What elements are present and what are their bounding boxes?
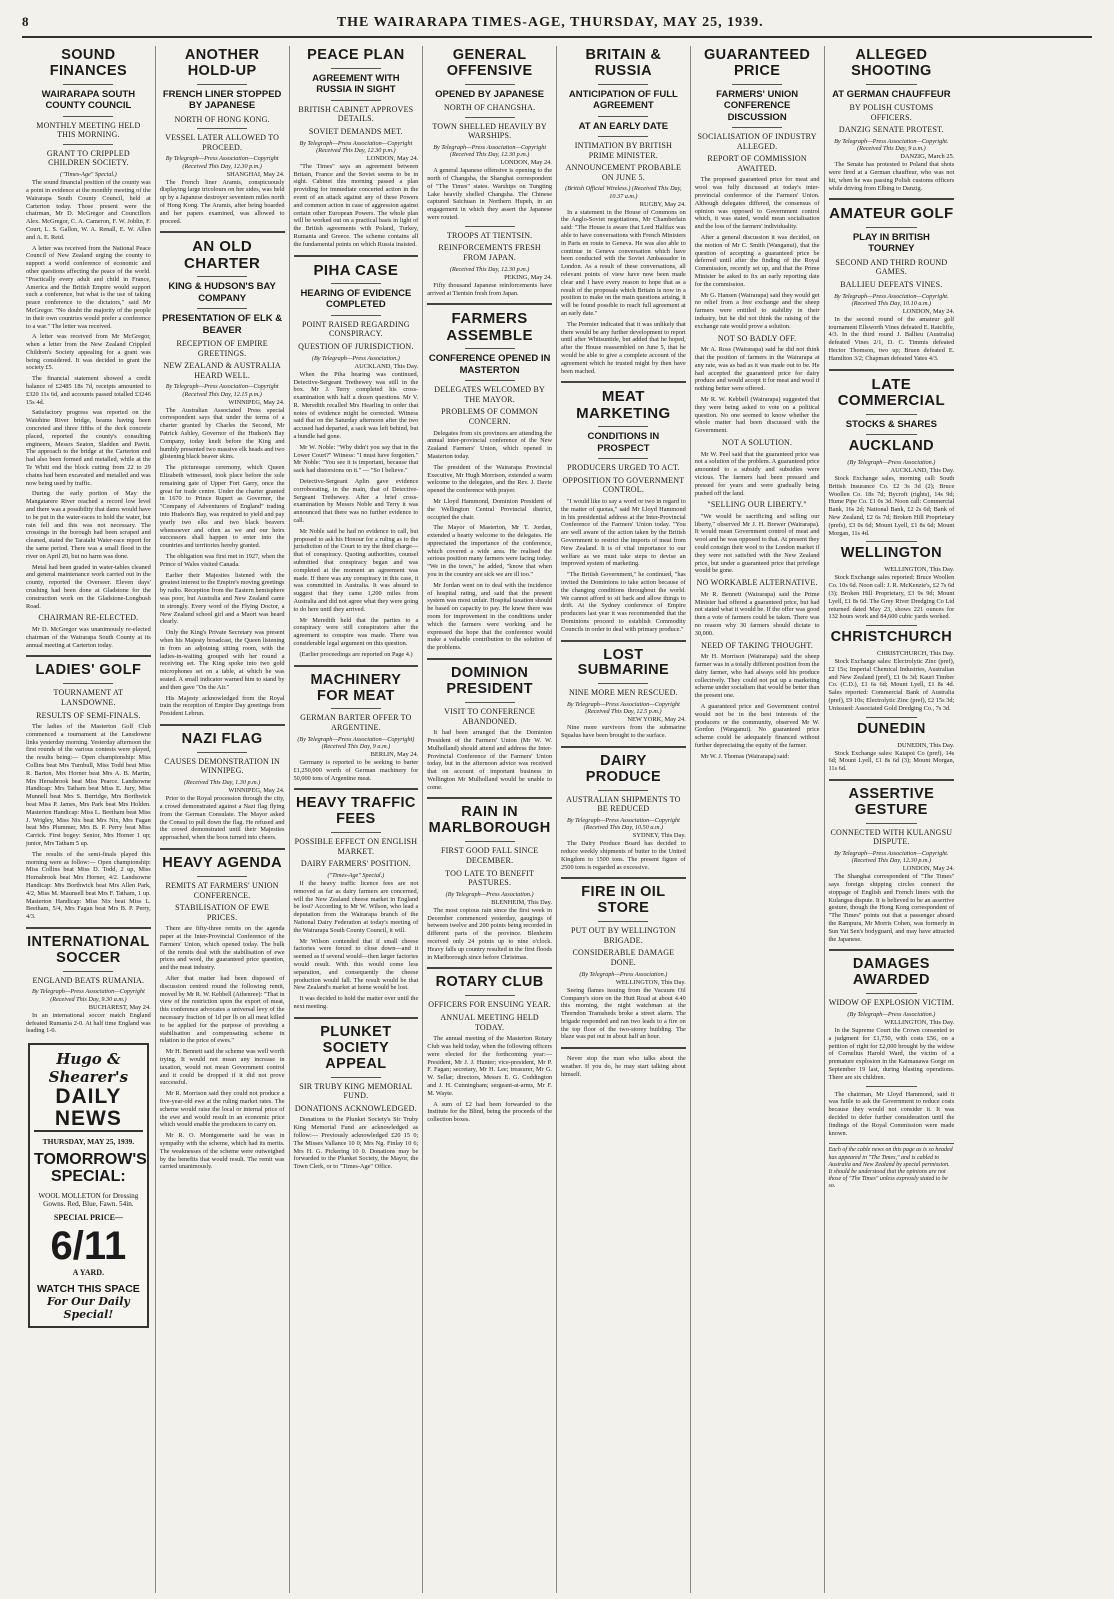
article-text: A letter was received from Mr McGregor, when a letter from the New Zealand Crippled Children's Society appealing for a grant was being considered. It was decided to grant the society £5.	[26, 333, 151, 372]
headline-dunedin: DUNEDIN	[856, 720, 926, 737]
deck: CONDITIONS IN PROSPECT	[587, 431, 660, 454]
subdeck: TOO LATE TO BENEFIT PASTURES.	[445, 868, 535, 888]
dateline: LONDON, May 24.	[366, 154, 419, 162]
article-text: In an international soccer match England defeated Rumania 2-0. At half time England was leading 1-0.	[26, 1011, 151, 1035]
headline-alleged-shooting: ALLEGED SHOOTING	[851, 47, 932, 79]
headline-wellington: WELLINGTON	[840, 545, 942, 562]
masthead	[22, 14, 1092, 38]
subdeck: NINE MORE MEN RESCUED.	[568, 688, 678, 698]
subdeck: MONTHLY MEETING HELD THIS MORNING.	[36, 120, 141, 140]
article-text: Mr Wilson contended that if small cheese factories were forced to close down—and it seemed as if several would—then larger factories would result. With this would come less separation, and consequently the cheese production would fall. The result would be that New Zealand's market at home would be lost.	[293, 937, 419, 992]
headline-dominion-president: DOMINION PRESIDENT	[446, 665, 533, 697]
subdeck: DONATIONS ACKNOWLEDGED.	[294, 1103, 417, 1113]
headline-sound-finances: SOUND FINANCES	[49, 47, 128, 79]
subdeck: POSSIBLE EFFECT ON ENGLISH MARKET.	[294, 837, 418, 856]
credit-line: (By Telegraph—Press Association.)	[579, 970, 668, 978]
deck: KING & HUDSON'S BAY COMPANY	[168, 281, 276, 304]
article-text: The proposed guaranteed price for meat and wool was fully discussed at today's inter-provincial conference of the Farmers' Union. Although delegates differed, the consensus of opinion was opposed to Government control which, it was stated, would mean socialisation and the loss of the farmers' individuality.	[694, 176, 820, 231]
article-text: Germany is reported to be seeking to barter £1,250,000 worth of German machinery for 50,000 tons of Argentine meat.	[293, 758, 419, 782]
article-text: After that matter had been disposed of discussion centred round the following remit, moved by Mr R. W. Kebbell (Athenree): "That in view of the restriction upon the export of meat, this conference advocates a universal levy of the necessary fraction of 1d per lb on all meat killed to be applied for the purpose of providing a stabilisation and compensating scheme in relation to the price of ewes."	[159, 975, 285, 1045]
article-text: His Majesty acknowledged from the Royal train the reception of Empire Day greetings from President Lebrun.	[159, 694, 285, 718]
article-text: Earlier their Majesties listened with the greatest interest to the Empire's moving greetings by radio. Reception from the Eastern hemisphere was poor, but Australia and New Zealand came in strongly. Every word of the Flying Doctor, a New Zealand school girl and a Maori was heard clearly.	[159, 571, 285, 626]
subdeck: OFFICERS FOR ENSUING YEAR.	[428, 1000, 551, 1010]
credit-line: By Telegraph—Press Association—Copyright (Received This Day, 12.5 p.m.)	[566, 700, 680, 716]
ad-special-price-label: SPECIAL PRICE—	[53, 1213, 123, 1223]
credit-line: (By Telegraph—Press Association.)	[847, 458, 936, 466]
ad-unit: A YARD.	[72, 1268, 105, 1278]
credit-line: (Received This Day, 12.30 p.m.)	[449, 265, 530, 273]
credit-line: By Telegraph—Press Association—Copyright (Received This Day, 9.30 a.m.)	[31, 988, 145, 1003]
headline-fire-in-oil-store: FIRE IN OIL STORE	[581, 884, 666, 917]
cable-news-note: Each of the cable news on this page as is so headed has appeared in "The Times," and is cabled to Australia and New Zealand by special permission. It should be understood that the opinions are not those of "The Times" unless expressly stated to be so.	[829, 1143, 955, 1190]
dateline: PEKING, May 24.	[504, 273, 552, 281]
subheading: NO WORKABLE ALTERNATIVE.	[696, 578, 818, 588]
subheading: NOT A SOLUTION.	[722, 437, 793, 447]
headline-heavy-traffic-fees: HEAVY TRAFFIC FEES	[295, 795, 416, 828]
subdeck: DANZIG SENATE PROTEST.	[838, 125, 944, 135]
deck: CONFERENCE OPENED IN MASTERTON	[428, 353, 551, 376]
subdeck: NORTH OF CHANGSHA.	[443, 103, 536, 113]
dateline: DUNEDIN, This Day.	[897, 741, 955, 749]
deck: OPENED BY JAPANESE	[435, 88, 545, 100]
article-text: Metal had been graded in water-tables cleaned and general maintenance work carried out in the county, reported the Overseer. Eleven days' crushing had been done at Gladstone for the construction work on the Gladstone-Longbush Road.	[26, 563, 151, 610]
subdeck: BALLIEU DEFEATS VINES.	[840, 279, 943, 289]
subheading: NEED OF TAKING THOUGHT.	[701, 640, 814, 650]
dateline: CHRISTCHURCH, This Day.	[877, 650, 955, 658]
article-text: The most copious rain since the first week in December commenced yesterday, gaugings of between twelve and 200 points being recorded in different parts of the province. Blenheim received only 24 points up to nine o'clock. Heavy falls up country resulted in the first floods in Marlborough since before Christmas.	[427, 906, 552, 961]
article-text: Mr W. Peel said that the guaranteed price was not a solution of the problem. A guaranteed price amounted to a subsidy and subsidies were vicious. The farmers had been pressed and pressed for years and were gradually being pushed off the land.	[694, 450, 820, 497]
headline-rain-in-marlborough: RAIN IN MARLBOROUGH	[428, 804, 551, 837]
headline-nazi-flag: NAZI FLAG	[181, 730, 263, 747]
dateline: SHANGHAI, May 24.	[226, 170, 285, 178]
column-1	[22, 46, 156, 1593]
headline-international-soccer: INTERNATIONAL SOCCER	[27, 934, 150, 966]
subdeck: PUT OUT BY WELLINGTON BRIGADE.	[570, 926, 676, 945]
article-text: A sum of £2 had been forwarded to the Institute for the Blind, being the proceeds of the collection boxes.	[427, 1100, 552, 1124]
article-text: Only the King's Private Secretary was present when his Majesty broadcast, the Queen listening in from an adjoining sitting room, with the ladies-in-waiting grouped with her round a receiving set. The King spoke into two gold microphones set on a table, at which he was seated. A small indicator warned him to stand by and then gave "On the Air."	[159, 629, 285, 691]
deck: FARMERS' UNION CONFERENCE DISCUSSION	[716, 88, 799, 123]
ad-tomorrow: TOMORROW'S SPECIAL:	[34, 1151, 147, 1186]
dateline: WELLINGTON, This Day.	[615, 978, 686, 986]
article-text: Mr R. Morrison said they could not produce a five-year-old ewe at the ruling market rates. The scheme would raise the local or internal price of the ewe and would result in an economic price which would enable the producers to carry on.	[159, 1090, 285, 1129]
ad-date: THURSDAY, MAY 25, 1939.	[42, 1137, 135, 1147]
subdeck: NEW ZEALAND & AUSTRALIA HEARD WELL.	[163, 361, 281, 380]
article-text: The Mayor of Masterton, Mr T. Jordan, extended a hearty welcome to the delegates. He appreciated the importance of the conference, which covered a wide area. He realised the serious position many farmers were facing today. "We in the town," he added, "know that when you in the country are sick we are ill too."	[427, 524, 552, 579]
dateline: WELLINGTON, This Day.	[884, 1019, 955, 1027]
subdeck: PROBLEMS OF COMMON CONCERN.	[441, 407, 539, 426]
credit-line: ("Times-Age" Special.)	[327, 871, 385, 879]
headline-peace-plan: PEACE PLAN	[307, 47, 405, 63]
dateline: WINNIPEG, May 24.	[228, 787, 285, 795]
article-text: "We would be sacrificing and selling our liberty," observed Mr J. H. Brewer (Wairarapa). It would mean Government control of meat and wool and he was opposed to that. At present they could consign their wool to the London market if they were not satisfied with the New Zealand price, but under a guaranteed price that privilege would be gone.	[694, 512, 820, 575]
article-text: When the Piha hearing was continued, Detective-Sergeant Trethewey was still in the box. Mr J. Terry completed his cross-examination with half a dozen questions. Mr V. R. Meredith recalled Mrs Hearling in order that notes of evidence might be corrected. Witness said that on the Saturday afternoon after the two accused had departed, a sack was left behind, but a bundle had gone.	[293, 370, 419, 441]
article-text: Mr R. W. Kebbell (Wairarapa) suggested that they were being asked to vote on a political question. No one seemed to know whether the whole matter had been discussed with the Government.	[694, 395, 820, 435]
article-text: It was decided to hold the matter over until the next meeting.	[293, 995, 419, 1011]
ad-special-line: For Our Daily Special!	[46, 1295, 130, 1322]
advertisement-daily-news	[28, 1043, 149, 1328]
headline-dairy-produce: DAIRY PRODUCE	[585, 752, 662, 785]
article-text: It had been arranged that the Dominion President of the Farmers' Union (Mr W. W. Mulholland) should attend and address the Inter-Provincial Conference of the Farmers' Union today, but in the afternoon advice was received that on account of important business in Wellington Mr Mulholland would be unable to come.	[427, 729, 552, 791]
newspaper-title: THE WAIRARAPA TIMES-AGE, THURSDAY, MAY 25, 1939.	[336, 15, 764, 30]
deck: AT GERMAN CHAUFFEUR	[832, 88, 951, 100]
credit-line: (By Telegraph—Press Association.)	[311, 354, 400, 362]
article-text: Stock Exchange sales reported: Bruce Woollen Co. 10s 6d. Noon call: J. R. McKenzie's, £2 7s 6d (3); Broken Hill Proprietary, £3 9s 9d; Mount Lyell, £1 8s 6d. The Grey River Dredging Co Ltd returned dated May 23, shows 221 ounces for 132 hours work and 84,600 cubic yards worked.	[828, 574, 955, 621]
article-text: Stock Exchange sales: Electrolytic Zinc (pref), £2 15s; Imperial Chemical Industries, Australian and New Zealand (pref), £1 0s 3d; Kauri Timber Co. (C.D.), £1 6s 6d; Mount Lyell, £1 8s 4d. Sales reported: Commercial Bank of Australia (pref), £9 10s; Electrolytic Zinc (pref), £2 15s 3d; Unissued: Associated Gold Dredging Co., 7s 3d.	[828, 658, 955, 712]
subdeck: ANNOUNCEMENT PROBABLE ON JUNE 5.	[565, 163, 682, 182]
subdeck: REINFORCEMENTS FRESH FROM JAPAN.	[438, 243, 541, 263]
dateline: BERLIN, May 24.	[370, 750, 419, 758]
credit-line: By Telegraph—Press Association—Copyright (Received This Day, 12.30 p.m.)	[299, 139, 413, 154]
subdeck: RESULTS OF SEMI-FINALS.	[36, 710, 141, 720]
subdeck: SIR TRUBY KING MEMORIAL FUND.	[299, 1081, 413, 1101]
article-text: The president of the Wairarapa Provincial Executive, Mr Hugh Morrison, extended a warm welcome to the delegates, and the Rev. J. Davie opened the conference with prayer.	[427, 463, 552, 495]
subdeck: DELEGATES WELCOMED BY THE MAYOR.	[434, 385, 545, 404]
headline-guaranteed-price: GUARANTEED PRICE	[703, 47, 811, 79]
headline-heavy-agenda: HEAVY AGENDA	[162, 854, 282, 871]
article-text: During the early portion of May the Mangatarere River reached a record low level and there was a possibility that dams would have to be put in the water-races to hold the water, but rain fell and this was not necessary. The crossings in the borough had been scraped and cleaned, stated the Taratahi Water-race report for the same period. There was a small flood in the river on April 20, but no harm was done.	[26, 490, 151, 560]
article-text: "The Times" says an agreement between Britain, France and the Soviet seems to be in sight. Cabinet this morning passed a plan providing for immediate concerted action in the event of an attack against any of these Powers and common action in case of aggression against certain other European Powers. The whole plan will be worked out on a practical basis in light of the British agreements with Poland, Turkey, Rumania and Greece. The scheme contains all the fundamental points on which Russia insisted.	[293, 162, 419, 248]
article-text: The financial statement showed a credit balance of £2485 18s 7d, receipts amounted to £320 11s 6d, and accounts passed totalled £3246 15s 4d.	[26, 375, 151, 406]
article-text: The sound financial position of the county was a point in evidence at the monthly meeting of the Wairarapa South County Council, held at Carterton today. Those present were the chairman, Mr D. McGregor and Councillors Alex. McGregor, C. A. Cameron, F. W. Joblin, F. Court, L. S. Gallon, W. A. Renall, E. W. Allen and A. E. Reid.	[26, 179, 151, 241]
subdeck: TOURNAMENT AT LANSDOWNE.	[53, 688, 124, 707]
subheading: "SELLING OUR LIBERTY."	[707, 500, 807, 510]
subdeck: REPORT OF COMMISSION AWAITED.	[707, 154, 807, 173]
article-text: In a statement in the House of Commons on the Anglo-Soviet negotiations, Mr Chamberlain said: "The House is aware that Lord Halifax was able to have conversations with French Ministers in Paris en route to Geneva. He was also able to continue in Geneva conversation which have been conducted with the Soviet Ambassador in London. As a result of these conversations, all relevant points of view have now been made clear and I have every reason to hope that as a result of the proposals which Britain is now in a position to make on the main questions arising, it will be found possible to reach full agreement at an early date."	[561, 208, 686, 318]
credit-line: By Telegraph—Press Association—Copyright (Received This Day, 10.50 a.m.)	[566, 816, 680, 832]
credit-line: By Telegraph—Press Association—Copyright. (Received This Day, 9 a.m.)	[834, 138, 949, 153]
article-text: Mr W. Noble: "Why didn't you say that in the Lower Court?" Witness: "I must have forgotten." Mr Noble: "You see it is important, because that sack had distorsions on it." — "So I believe."	[293, 443, 419, 475]
subdeck: AUSTRALIAN SHIPMENTS TO BE REDUCED	[566, 794, 681, 814]
article-text: Stock Exchange sales, morning call: South British Insurance Co. £2 3s 3d (2); Bruce Woollen Co. 18s 7d; Bycroft (rights), 14s 9d; Hume Pipe Co. £1 0s 3d. Noon call: Commercial Bank, 16s 2d; National Bank, £2 2s 6d; Bank of New Zealand, £2 6s 7d; Broken Hill Proprietary (prefs), £3 0s 6d; Mount Lyell, £1 8s 6d; Mount Morgan, 11s 4d.	[828, 475, 955, 537]
deck: AGREEMENT WITH RUSSIA IN SIGHT	[312, 72, 400, 96]
dateline: BLENHEIM, This Day.	[491, 898, 552, 906]
headline-britain-russia: BRITAIN & RUSSIA	[585, 47, 662, 79]
subdeck: ENGLAND BEATS RUMANIA.	[32, 975, 145, 985]
credit-line: By Telegraph—Press Association—Copyright (Received This Day, 12.30 p.m.)	[433, 144, 547, 159]
dateline: AUCKLAND, This Day.	[890, 467, 955, 475]
subdeck: ANNUAL MEETING HELD TODAY.	[440, 1012, 539, 1032]
column-2	[156, 46, 290, 1593]
article-text: Detective-Sergeant Aplin gave evidence corroborating, in the main, that of Detective-Sergeant Trethewey. After a brief cross-examination by Messrs Noble and Terry it was announced that there was no further evidence to call.	[293, 478, 419, 525]
deck: PRESENTATION OF ELK & BEAVER	[162, 313, 283, 336]
dateline: DANZIG, March 25.	[900, 153, 955, 161]
subheading: TROOPS AT TIENTSIN.	[446, 230, 533, 240]
deck: WAIRARAPA SOUTH COUNTY COUNCIL	[41, 88, 136, 112]
headline-christchurch: CHRISTCHURCH	[830, 629, 953, 646]
headline-an-old-charter: AN OLD CHARTER	[184, 238, 261, 272]
headline-machinery-for-meat: MACHINERY FOR MEAT	[310, 671, 402, 704]
article-text: The results of the semi-finals played this morning were as follow:— Open championship: Miss Collins beat Miss D. Todd, 2 up, Miss Hornabrook beat Mrs Horner, 4/2. Landsowne Handicap: Mrs Borthwick beat Mrs Allen Park, 4/2, Miss M. Maunsell beat Mrs F. Tatham, 1 up. Masterton Handicap: Miss Nix beat Miss L. Beetham, 5/4, Mrs Fagan beat Mrs B. P. Perry, 4/3.	[26, 850, 151, 921]
dateline: NEW YORK, May 24.	[627, 716, 686, 724]
dateline: BUCHAREST, May 24.	[88, 1003, 151, 1011]
dateline: LONDON, May 24.	[902, 865, 955, 873]
article-text: Delegates from six provinces are attending the annual inter-provincial conference of the New Zealand Farmers' Union, which opened in Masterton today.	[427, 429, 552, 460]
article-text: The Australian Associated Press special correspondent says that under the terms of a charter granted by Charles the Second, Mr Patrick Ashley, Governor of the Hudson's Bay Company, today knelt before the King and humbly presented two massive elk heads and two glistening black beaver skins.	[159, 406, 285, 461]
subdeck: RECEPTION OF EMPIRE GREETINGS.	[176, 339, 268, 358]
article-text: The Senate has protested to Poland that shots were fired at a German chauffeur, who was not hit, when he was passing Polish customs officers while driving from Elbing to Danzig.	[828, 161, 955, 192]
subdeck: CONSIDERABLE DAMAGE DONE.	[572, 948, 675, 967]
headline-farmers-assemble: FARMERS ASSEMBLE	[446, 310, 533, 344]
headline-another-hold-up: ANOTHER HOLD-UP	[184, 47, 260, 79]
subdeck: CONNECTED WITH KULANGSU DISPUTE.	[830, 827, 953, 847]
subdeck: WIDOW OF EXPLOSION VICTIM.	[828, 998, 955, 1008]
headline-rotary-club: ROTARY CLUB	[435, 974, 544, 991]
column-6	[691, 46, 825, 1593]
dateline: WINNIPEG, May 24.	[228, 398, 285, 406]
dateline: AUCKLAND, This Day.	[354, 362, 419, 370]
deck: HEARING OF EVIDENCE COMPLETED	[300, 288, 412, 311]
article-text: The annual meeting of the Masterton Rotary Club was held today, when the following officers were elected for the forthcoming year:—President, Mr J. J. Hunter; vice-president, Mr P. F. Fagan; secretary, Mr H. Lee; treasurer, Mr G. W. Sellar; directors, Messrs E. G. Coddington and J. H. Cunningham; sergeant-at-arms, Mr F. M. Wayte.	[427, 1035, 552, 1097]
article-text: If the heavy traffic licence fees are not removed as far as dairy farmers are concerned, will the New Zealand cheese market in England be lost? According to Mr W. Wilson, who lead a deputation from the Wairarapa branch of the National Dairy Federation at today's meeting of the Wairarapa South County Council, it will.	[293, 880, 419, 934]
ad-item: WOOL MOLLETON for Dressing Gowns. Red, Blue, Fawn. 54in.	[38, 1191, 139, 1209]
article-text: Mr W. J. Thomas (Wairarapa) said:	[700, 752, 790, 760]
subdeck: BY POLISH CUSTOMS OFFICERS.	[849, 103, 934, 122]
credit-line: (British Official Wireless.) (Received This Day, 10.37 a.m.)	[565, 185, 682, 200]
credit-line: ("Times-Age" Special.)	[60, 171, 117, 179]
article-text: Donations to the Plunket Society's Sir Truby King Memorial Fund are acknowledged as follow:— Previously acknowledged £20 15 0; The Misses Vallance 10 0; Mrs Ng. Finlay 10 6; Mrs H. G. Pickering 10 0. Donations may be forwarded to the Plunket Society, the Mayor, the Town Clerk, or to "Times-Age" Office.	[293, 1116, 419, 1171]
credit-line: By Telegraph—Press Association—Copyright (Received This Day, 12.15 p.m.)	[165, 383, 279, 398]
article-text: Prior to the Royal procession through the city, a crowd demonstrated against a Nazi flag flying from the German Consulate. The Mayor asked the Consul to pull down the flag. He refused and the crowd demonstrated until their Majesties approached, when the boos turned into cheers.	[159, 795, 285, 842]
article-text: The French liner Aramis, conspicuously displaying large tricolours on her sides, was held up by a Japanese destroyer seventeen miles north of Hong Kong. The Aramis, after being boarded and her papers examined, was allowed to proceed.	[159, 178, 285, 225]
subdeck: TOWN SHELLED HEAVILY BY WARSHIPS.	[432, 121, 547, 141]
article-text: The Dairy Produce Board has decided to reduce weekly shipments of butter to the United Kingdom to 1500 tons. The present figure of 2500 tons is regarded as excessive.	[561, 840, 686, 871]
credit-line: (Received This Day, 1.30 p.m.)	[183, 779, 261, 787]
dateline: SYDNEY, This Day.	[632, 832, 686, 840]
article-text: Mr Jordan went on to deal with the incidence of hospital rating, and said that the present system was most unfair. Hospital taxation should be based on capacity to pay. He knew there was room for improvement in the conditions under which the farmers were working and he expressed the hope that the conference would make a valuable contribution to the solution of the problems.	[427, 581, 552, 652]
subdeck: BRITISH CABINET APPROVES DETAILS.	[298, 104, 414, 124]
subdeck: SECOND AND THIRD ROUND GAMES.	[835, 257, 948, 277]
headline-meat-marketing: MEAT MARKETING	[576, 388, 671, 422]
deck: AT AN EARLY DATE	[578, 120, 669, 132]
article-text: Mr Meredith held that the parties to a conspiracy were still conspirators after the agreement to conspire was made. There was considerable legal argument on this question.	[293, 616, 419, 647]
article-text: A general Japanese offensive is opening to the north of Changsha, the Shanghai correspondent of "The Times" states. Warships on Tungting Lake heavily shelled Changsha. The Chinese captured Saichuan in Northern Hupeh, in an engagement in which they assert the Japanese were routed.	[427, 167, 552, 222]
credit-line: By Telegraph—Press Association—Copyright. (Received This Day, 12.30 p.m.)	[834, 850, 949, 865]
headline-piha-case: PIHA CASE	[313, 261, 399, 279]
article-text: "The British Government," he continued, "has invited the Dominions to take action because of the changing conditions throughout the world. We cannot afford to sit back and allow things to drift. At the Sydney conference of Empire producers last year it was recommended that the Dominions proceed to establish Commodity Councils in order to deal with primary produce."	[561, 571, 686, 633]
subdeck: VESSEL LATER ALLOWED TO PROCEED.	[165, 133, 280, 152]
headline-auckland: AUCKLAND	[848, 437, 935, 454]
article-text: The Shanghai correspondent of "The Times" says foreign shipping circles connect the stoppage of English and French liners with the Kulangsu dispute. It is believed to be an assertive gesture, though the Hong Kong correspondent of "The Times" points out that a passenger aboard the Rampura, Mr Morris Cohen, was formerly in Sun Yat Sen's bodyguard, and may have attracted the Japanese.	[828, 873, 955, 943]
subdeck: REMITS AT FARMERS' UNION CONFERENCE.	[165, 880, 279, 900]
article-text: There are fifty-three remits on the agenda paper at the Inter-Provincial Conference of the Farmers' Union, which opened today. The bulk of the remits deal with the stabilisation of ewe prices and wool, the guaranteed price question, and the meat industry.	[159, 925, 285, 972]
column-4	[423, 46, 557, 1593]
headline-plunket-society-appeal: PLUNKET SOCIETY APPEAL	[320, 1023, 392, 1072]
subdeck: INTIMATION BY BRITISH PRIME MINISTER.	[574, 141, 672, 160]
ad-price: 6/11	[50, 1224, 127, 1269]
headline-lost-submarine: LOST SUBMARINE	[577, 646, 670, 679]
subheading: CHAIRMAN RE-ELECTED.	[38, 613, 139, 623]
deck: PLAY IN BRITISH TOURNEY	[852, 231, 930, 255]
article-text: Mr Noble said he had no evidence to call, but proposed to ask his Honour for a ruling as to the jurisdiction of the Court to try the third charge—that of conspiracy. Quoting authorities, counsel submitted that conspiracy began and was completed at the moment an agreement was made. If there was any conspiracy in this case, it was committed in Australia. It was absurd to suggest that they came 1,200 miles from Australia and did not agree what they were going to do here until they arrived.	[293, 527, 419, 613]
article-text: Fifty thousand Japanese reinforcements have arrived at Tientsin fresh from Japan.	[427, 281, 552, 297]
article-text: In the second round of the amateur golf tournament Ellsworth Vines defeated E. Ratcliffe, 4/3. In the third round J. Ballieu (Australia) defeated Vines 2/1, D. C. Timmis defeated Hector Thomson, two up; Bruen defeated E. Hamilton 3/2; Chapman defeated Yates 4/3.	[828, 315, 955, 362]
article-text: Mr R. O. Montgomerie said he was in sympathy with the scheme, which had its merits. The weaknesses of the scheme were outweighed by the benefits that would result. The remit was carried unanimously.	[159, 1132, 285, 1171]
article-text: Mr H. Morrison (Wairarapa) said the sheep farmer was in a totally different position from the dairy farmer, who had always sold his produce collectively. They could not put up a marketing scheme under socialism that would be better than the present one.	[694, 653, 820, 700]
page-number: 8	[22, 14, 29, 29]
headline-amateur-golf: AMATEUR GOLF	[829, 205, 954, 223]
deck: ANTICIPATION OF FULL AGREEMENT	[568, 88, 678, 112]
ad-brand: Hugo & Shearer's	[48, 1050, 129, 1087]
article-text: The ladies of the Masterton Golf Club commenced a tournament at the Lansdowne links yesterday morning. Yesterday afternoon the first rounds of the various contests were played, the results being:— Open championship: Miss Collins beat Mrs Turnbull, Miss Todd beat Miss R. Barton, Mrs Horner beat Mrs A. B. Martin, Mrs Hersabrook beat Miss Pearce. Landsowne Handicap: Mrs Tatham beat Miss E. Jury, Miss Munnell beat Mrs S. Burridge, Mrs Borthwick beat Miss P. James, Mrs Park beat Mrs Holden. Masterton Handicap: Miss L. Beetham beat Miss J. Wrigley, Miss Nix beat Mrs Nix, Mrs Fagan beat Mrs Plummer, Mrs B. P. Perry beat Miss Carrick. First bogey: Senior, Mrs Horner 1 up; junior, Mrs Tatham 5 up.	[26, 723, 151, 848]
subdeck: POINT RAISED REGARDING CONSPIRACY.	[301, 319, 410, 339]
subdeck: SOVIET DEMANDS MET.	[308, 126, 403, 136]
subdeck: SOCIALISATION OF INDUSTRY ALLEGED.	[697, 132, 817, 151]
dateline: LONDON, May 24.	[500, 159, 552, 167]
dateline: LONDON, May 24.	[902, 307, 955, 315]
article-text: Satisfactory progress was reported on the Waiohine River bridge, beams having been concreted and three fifths of the deck concrete placed, reported the county's consulting engineers, Messrs Seaton, Sladden and Pavitt. The approach to the bridge at the Carterton end had also been formed and metalled, while at the Te Whiti end the block cutting from 22 to 29 chains had been excavated and metalled and was now being used by traffic.	[26, 409, 151, 487]
article-text: Stock Exchange sales: Kaiapoi Co (pref), 14s 6d; Mount Lyell, £1 8s 6d (3); Mount Morgan, 11s 6d.	[828, 749, 955, 773]
subdeck: PRODUCERS URGED TO ACT.	[567, 463, 680, 473]
subdeck: OPPOSITION TO GOVERNMENT CONTROL.	[562, 475, 685, 495]
subdeck: CAUSES DEMONSTRATION IN WINNIPEG.	[164, 756, 280, 776]
article-text: Mr H. Bennett said the scheme was well worth trying. It would not mean any increase in taxation, would not mean Government control and it could be dropped if it did not prove successful.	[159, 1048, 285, 1087]
article-text: Mr R. Bennett (Wairarapa) said the Prime Minister had offered a guaranteed price, but had not stated what it would be. If the offer was good then a vote of farmers could be taken. There was no reason why 30 farmers should dictate to 30,000.	[694, 590, 820, 637]
article-text: A guaranteed price and Government control would not be in the best interests of the producers or the community, observed Mr W. Gordon (Wanganui). No guaranteed price scheme could be adequately financed without further depreciating the equity of the farmer.	[694, 703, 820, 749]
headline-ladies-golf: LADIES' GOLF	[35, 662, 142, 679]
article-text: The Premier indicated that it was unlikely that there would be any further development to report until after Whitsuntide, but added that he hoped, after the House reassembled on June 5, that he would be able to give a complete account of the agreement which he trusted might by then have been reached.	[561, 320, 686, 375]
headline-general-offensive: GENERAL OFFENSIVE	[446, 47, 533, 79]
columns	[22, 46, 1092, 1593]
column-5	[557, 46, 691, 1593]
column-3	[290, 46, 424, 1593]
credit-line: By Telegraph—Press Association—Copyright. (Received This Day, 10.10 a.m.)	[834, 292, 949, 307]
article-text: "I would like to say a word or two in regard to the matter of quotas," said Mr Lloyd Hammond in his presidential address at the Inter-Provincial Conference of the Farmers' Union today. "You are well aware of the action taken by the British Government to restrict the imports of meat from New Zealand. It is of vital importance to our welfare as we must take steps to devise an improved system of marketing.	[561, 497, 686, 568]
subdeck: DAIRY FARMERS' POSITION.	[300, 859, 411, 869]
article-text: Mr Lloyd Hammond, Dominion President of the Wellington Central Provincial district, occupied the chair.	[427, 497, 552, 521]
subheading: NOT SO BADLY OFF.	[717, 333, 797, 343]
article-text: In the Supreme Court the Crown consented to a judgment for £1,750, with costs £56, on a petition of right for £2,000 brought by the widow of Cornelius Harold Ward, the victim of a premature explosion in the Kaimanawa Gorge on September 19 last, during blasting operations. There are six children.	[828, 1027, 955, 1081]
article-text: Mr G. Hansen (Wairarapa) said they would get no relief from a free exchange and the sheep farmers were entitled to stability in their industry, but he did not think the raising of the exchange rate would prove a solution.	[694, 291, 820, 330]
column-7	[825, 46, 959, 1593]
subdeck: GRANT TO CRIPPLED CHILDREN SOCIETY.	[46, 148, 130, 168]
subdeck: NORTH OF HONG KONG.	[174, 114, 270, 124]
deck: STOCKS & SHARES	[845, 418, 937, 430]
subdeck: STABILISATION OF EWE PRICES.	[175, 903, 270, 922]
ad-watch: WATCH THIS SPACE	[36, 1283, 140, 1296]
article-text: The chairman, Mr Lloyd Hammond, said it was futile to ask the Government to reduce costs because they would not consider it. It was decided to defer further consideration until the findings of the Royal Commission were made known.	[828, 1090, 955, 1137]
credit-line: (By Telegraph—Press Association.)	[847, 1010, 936, 1018]
article-text: Mr D. McGregor was unanimously re-elected chairman of the Wairarapa South County at its annual meeting at Carterton today.	[26, 625, 151, 649]
deck: FRENCH LINER STOPPED BY JAPANESE	[162, 88, 282, 112]
subdeck: VISIT TO CONFERENCE ABANDONED.	[444, 706, 536, 726]
article-text: After a general discussion it was decided, on the motion of Mr C. Smith (Wanganui), that the question of accepting a guaranteed price be deferred until after the finding of the Royal Commission, recently set up, and that the Prime Minister be asked to fix an early reporting date for the commission.	[694, 234, 820, 288]
ad-title: DAILY NEWS	[34, 1086, 143, 1132]
dateline: RUGBY, May 24.	[639, 200, 686, 208]
headline-late-commercial: LATE COMMERCIAL	[837, 375, 946, 410]
subdeck: FIRST GOOD FALL SINCE DECEMBER.	[441, 846, 539, 865]
subdeck: GERMAN BARTER OFFER TO ARGENTINE.	[300, 713, 412, 733]
headline-damages-awarded: DAMAGES AWARDED	[852, 956, 930, 989]
dateline: WELLINGTON, This Day.	[884, 566, 955, 574]
article-text: The obligation was first met in 1927, when the Prince of Wales visited Canada.	[159, 553, 285, 568]
article-text: Nine more survivors from the submarine Squalus have been brought to the surface.	[561, 724, 686, 740]
credit-line: By Telegraph—Press Association—Copyright (Received This Day, 12.30 p.m.)	[165, 155, 279, 170]
article-text: The picturesque ceremony, which Queen Elizabeth witnessed, took place before the sole remaining gate of Upper Fort Garry, once the great fur trade centre. Under the charter granted in 1670 to Prince Rupert as Governor, the "Company of Adventurers of England" trading into Hudson's Bay, was required to yield and pay yearly two elks and two black beavers whensoever and often as we and our heirs successors shall happen to enter into the countries and territories hereby granted.	[159, 464, 285, 550]
article-text: A letter was received from the National Peace Council of New Zealand urging the county to support a world conference of economic and other questions affecting the peace of the world. "Practically every adult and child in France, America and the British Empire would support such a conference, but what is the use of taking peace conference to the dictators," said Mr McGregor. "No doubt the majority of the people in their own countries would prefer a conference to a war." The letter was received.	[26, 244, 151, 330]
article-text: Mr A. Ross (Wairarapa) said he did not think that the position of farmers in the Wairarapa at any rate, was as bad as it was made out to be. He had accepted the guaranteed price for dairy produce and would accept it for meat and wool if nothing better were offered.	[694, 346, 820, 393]
credit-line: (By Telegraph—Press Association.)	[445, 890, 534, 898]
article-text: Seeing flames issuing from the Vacuum Oil Company's store on the Hutt Road at about 4.40 this morning, the night watchman at the Thorndon Tramsheds broke a street alarm. The brigade responded and ran two leads to a fire on the top floor of the two-storey building. The blaze was put out in about half an hour.	[561, 986, 686, 1041]
headline-assertive-gesture: ASSERTIVE GESTURE	[848, 785, 935, 818]
article-text: (Earlier proceedings are reported on Page 4.)	[299, 650, 413, 658]
subdeck: QUESTION OF JURISDICTION.	[298, 341, 414, 351]
filler-text: Never stop the man who talks about the weather. If you do, he may start talking about himself.	[561, 1055, 686, 1078]
credit-line: (By Telegraph—Press Association—Copyright) (Received This Day, 9 a.m.)	[297, 735, 415, 750]
